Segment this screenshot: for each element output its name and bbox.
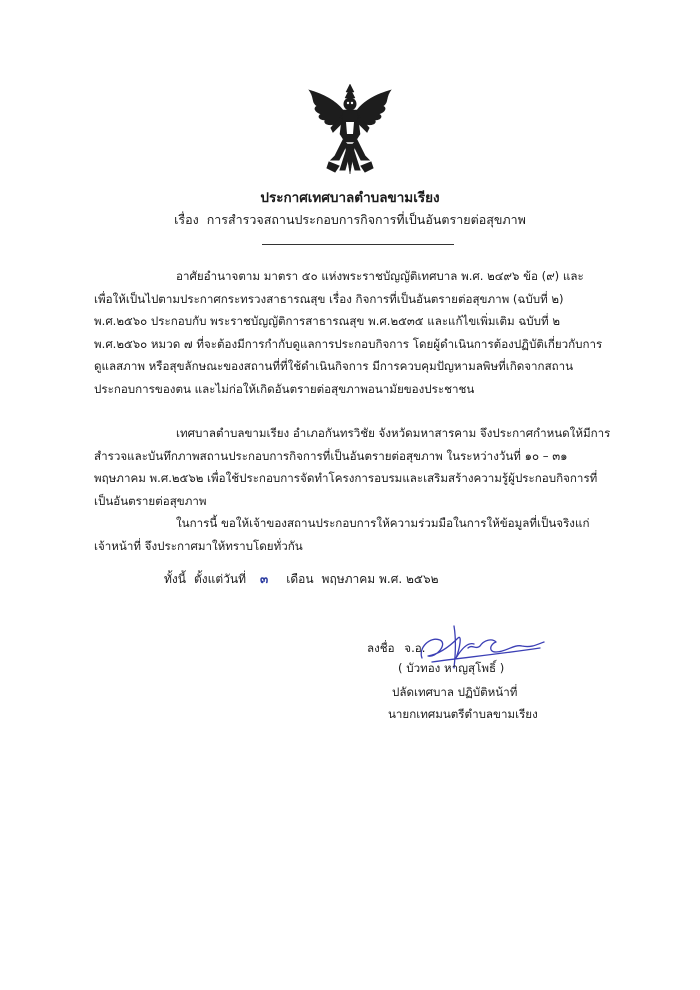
date-month-label: เดือน — [286, 572, 314, 586]
signatory-position-1: ปลัดเทศบาล ปฏิบัติหน้าที่ — [392, 685, 518, 699]
announcement-title: ประกาศเทศบาลตำบลขามเรียง — [260, 190, 440, 206]
announcement-date — [164, 570, 439, 589]
paragraph-line: พ.ศ.๒๕๖๐ หมวด ๗ ที่จะต้องมีการกำกับดูแลการประกอบกิจการ โดยผู้ดำเนินการต้องปฏิบัติเกี่ยวกับการ — [94, 336, 603, 351]
sign-label-text: ลงชื่อ — [367, 641, 395, 655]
paragraph-line: เพื่อให้เป็นไปตามประกาศกระทรวงสาธารณสุข เรื่อง กิจการที่เป็นอันตรายต่อสุขภาพ (ฉบับที่ ๒) — [94, 291, 564, 306]
title-divider — [262, 244, 454, 245]
paragraph-line: ในการนี้ ขอให้เจ้าของสถานประกอบการให้ความร่วมมือในการให้ข้อมูลที่เป็นจริงแก่ — [176, 516, 590, 530]
date-since: ตั้งแต่วันที่ — [193, 572, 247, 586]
paragraph-line: สำรวจและบันทึกภาพสถานประกอบการกิจการที่เป็นอันตรายต่อสุขภาพ ในระหว่างวันที่ ๑๐ – ๓๑ — [94, 448, 568, 463]
paragraph-line: ดูแลสภาพ หรือสุขลักษณะของสถานที่ที่ใช้ดำเนินกิจการ มีการควบคุมปัญหามลพิษที่เกิดจากสถาน — [94, 359, 574, 373]
paragraph-line: พฤษภาคม พ.ศ.๒๕๖๒ เพื่อใช้ประกอบการจัดทำโครงการอบรมและเสริมสร้างความรู้ผู้ประกอบกิจการที่ — [94, 471, 598, 485]
paragraph-line: เจ้าหน้าที่ จึงประกาศมาให้ทราบโดยทั่วกัน — [94, 538, 303, 553]
announcement-subject — [0, 210, 700, 230]
paragraph-line: เป็นอันตรายต่อสุขภาพ — [94, 493, 207, 508]
paragraph-line: ประกอบการของตน และไม่ก่อให้เกิดอันตรายต่อสุขภาพอนามัยของประชาชน — [94, 381, 475, 396]
paragraph-line: พ.ศ.๒๕๖๐ ประกอบกับ พระราชบัญญัติการสาธารณสุข พ.ศ.๒๕๓๕ และแก้ไขเพิ่มเติม ฉบับที่ ๒ — [94, 314, 560, 328]
subject-text: การสำรวจสถานประกอบการกิจการที่เป็นอันตรายต่อสุขภาพ — [206, 212, 526, 227]
date-prefix: ทั้งนี้ — [164, 572, 186, 586]
garuda-emblem-icon — [305, 82, 395, 178]
date-month-year: พฤษภาคม พ.ศ. ๒๕๖๒ — [321, 572, 439, 586]
date-day: ๓ — [260, 572, 269, 586]
paragraph-3 — [94, 512, 614, 557]
paragraph-line: อาศัยอำนาจตาม มาตรา ๕๐ แห่งพระราชบัญญัติเทศบาล พ.ศ. ๒๔๙๖ ข้อ (๙) และ — [176, 269, 584, 283]
signatory-name: ( บัวทอง หาญสุโพธิ์ ) — [398, 661, 505, 675]
subject-label: เรื่อง — [174, 212, 199, 227]
sign-acting-text: จ.อ. — [404, 641, 426, 655]
paragraph-2 — [94, 422, 614, 512]
signatory-position-2: นายกเทศมนตรีตำบลขามเรียง — [388, 707, 538, 721]
paragraph-1 — [94, 265, 614, 400]
paragraph-line: เทศบาลตำบลขามเรียง อำเภอกันทรวิชัย จังหวัดมหาสารคาม จึงประกาศกำหนดให้มีการ — [176, 426, 611, 440]
